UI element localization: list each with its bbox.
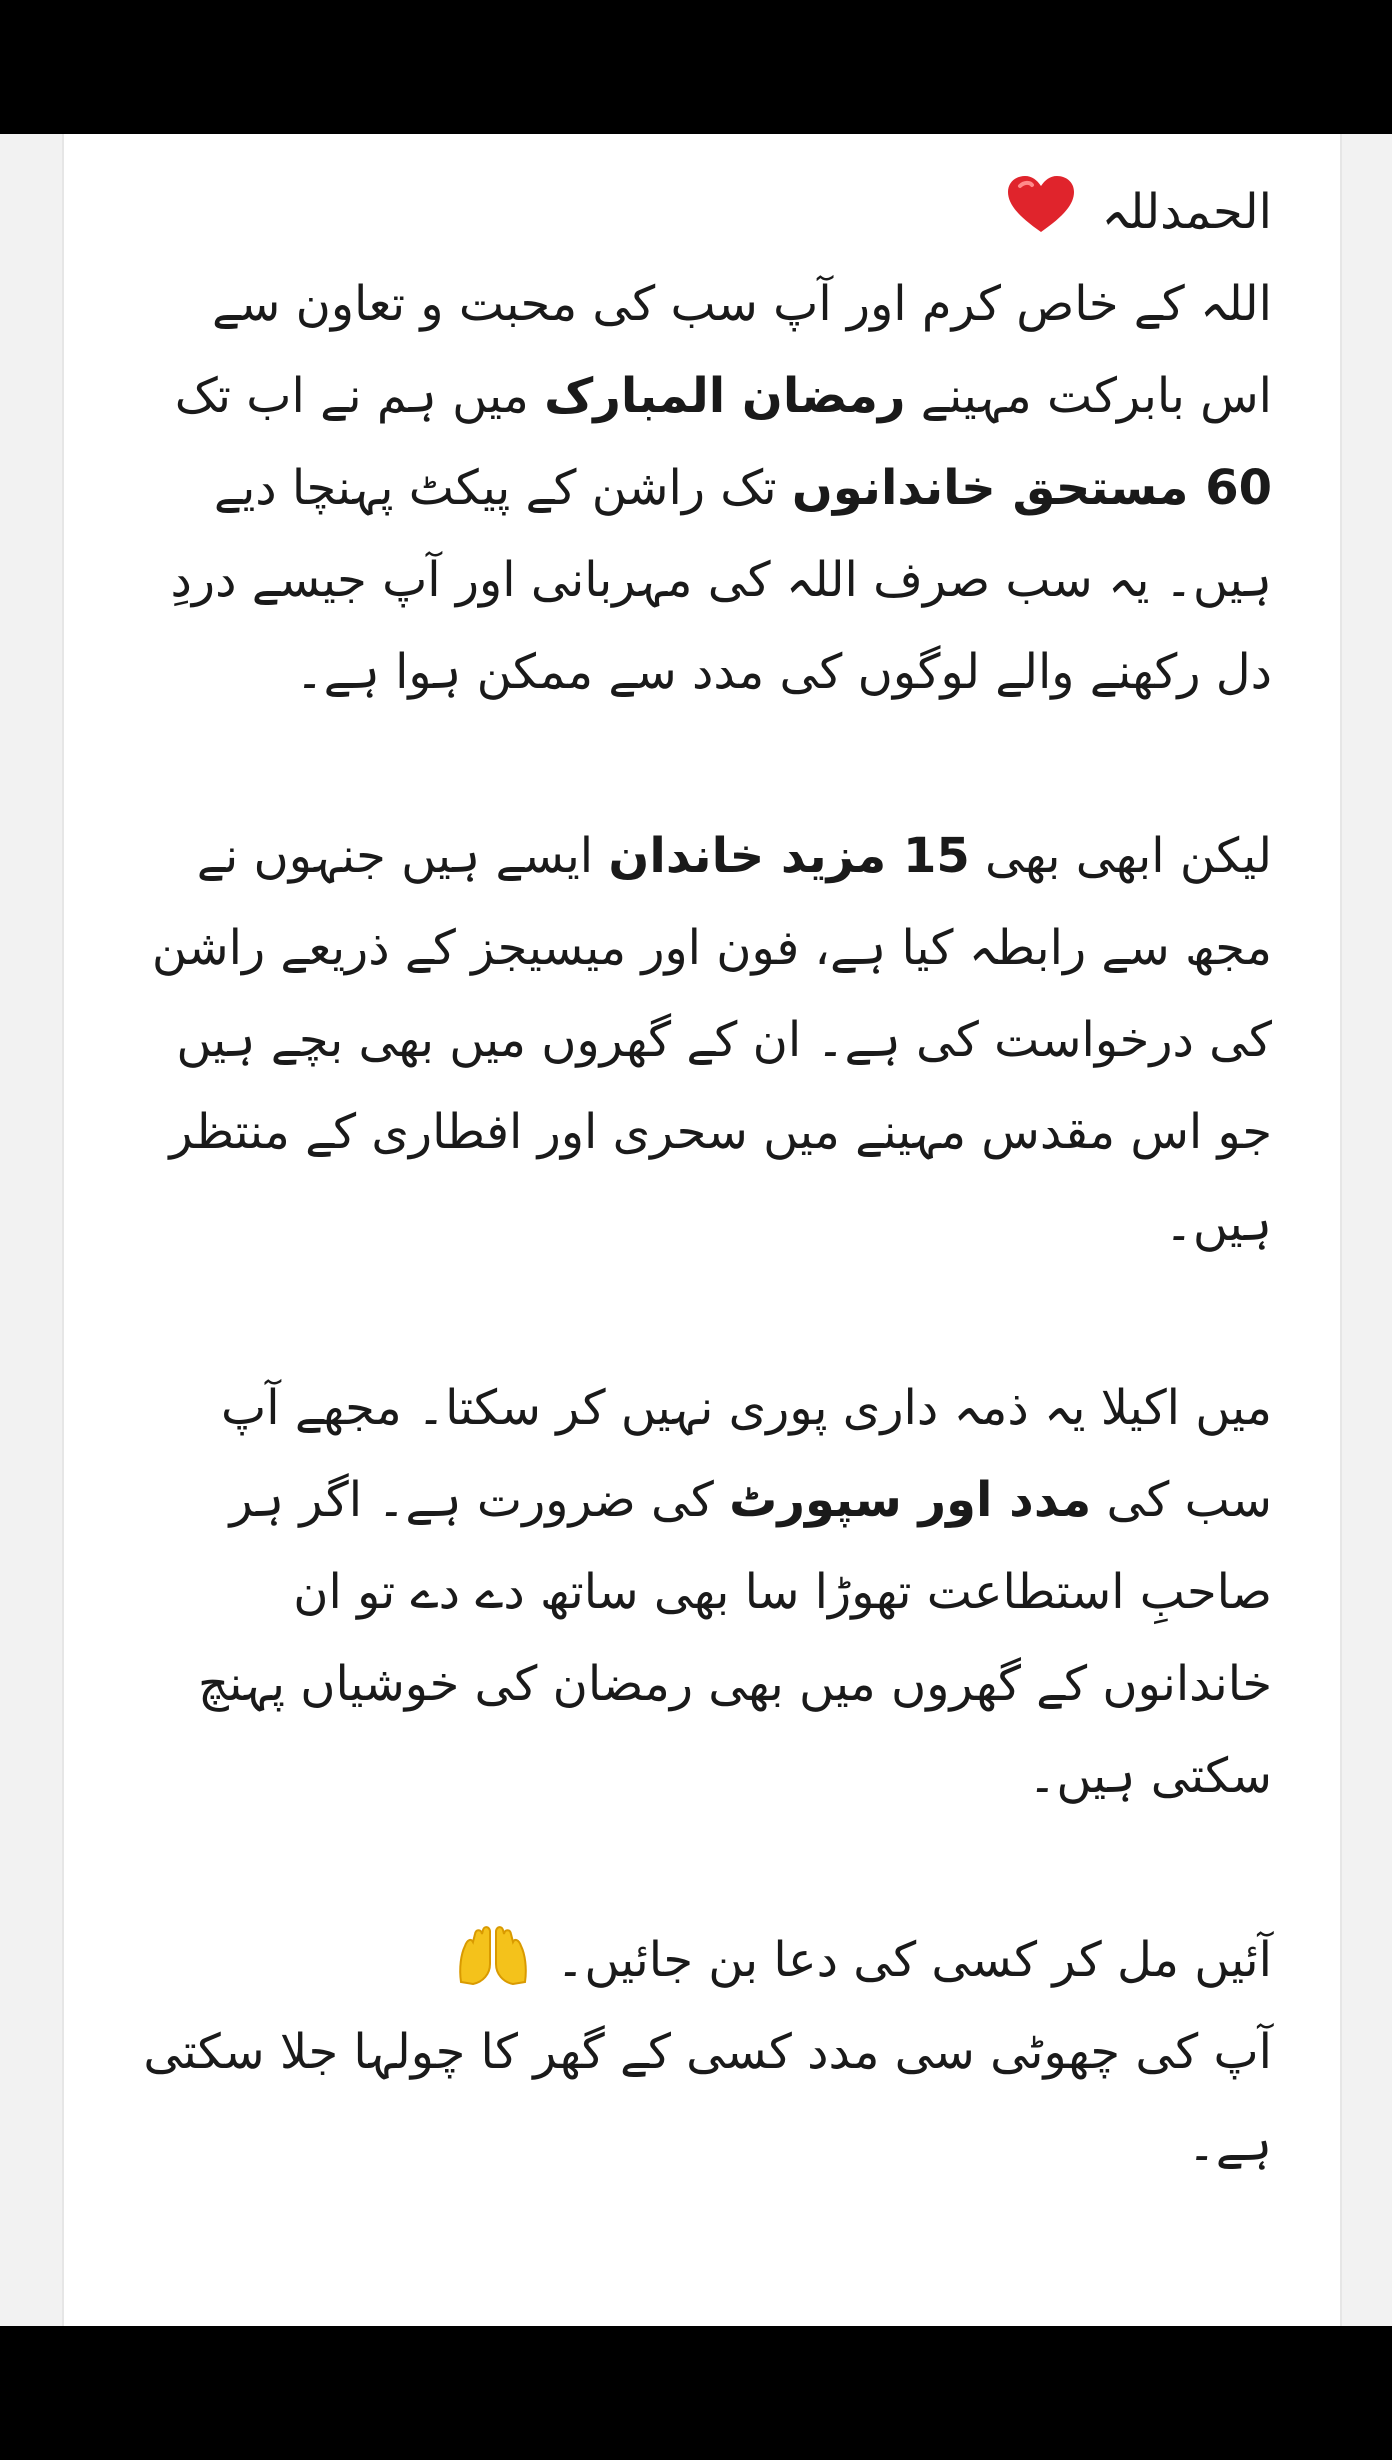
p4-text-2: آپ کی چھوٹی سی مدد کسی کے گھر کا چولہا جلا سکتی ہے۔ [143,2024,1272,2172]
p2-text-1: لیکن ابھی بھی [969,828,1272,884]
page-background [0,134,1392,2326]
paragraph-2 [136,810,1272,1270]
p2-text-2: ایسے ہیں جنہوں نے مجھ سے رابطہ کیا ہے، فون اور میسیجز کے ذریعے راشن کی درخواست کی ہے۔ ان کے گھروں میں بھی بچے ہیں جو اس مقدس مہینے میں سحری اور افطاری کے منتظر ہیں۔ [151,828,1272,1252]
paragraph-gap [136,1822,1272,1914]
post-card [62,134,1342,2326]
navigation-bar-area [0,2326,1392,2460]
p1-text-2: میں ہم نے اب تک [174,368,545,424]
paragraph-gap [136,1270,1272,1362]
post-heading-line [136,166,1272,258]
p1-text-3: تک راشن کے پیکٹ پہنچا دیے ہیں۔ یہ سب صرف اللہ کی مہربانی اور آپ جیسے دردِ دل رکھنے والے لوگوں کی مدد سے ممکن ہوا ہے۔ [170,460,1272,700]
p3-bold-1: مدد اور سپورٹ [729,1472,1092,1528]
p1-bold-2: 60 مستحق خاندانوں [791,460,1272,516]
paragraph-4-line-2 [136,2006,1272,2190]
paragraph-gap [136,718,1272,810]
raised-hands-icon [455,1924,531,1986]
p1-text-1: اللہ کے خاص کرم اور آپ سب کی محبت و تعاون سے اس بابرکت مہینے [211,276,1272,424]
p3-text-2: کی ضرورت ہے۔ اگر ہر صاحبِ استطاعت تھوڑا سا بھی ساتھ دے دے تو ان خاندانوں کے گھروں میں بھی رمضان کی خوشیاں پہنچ سکتی ہیں۔ [198,1472,1272,1804]
post-text [136,166,1272,2190]
p2-bold-1: 15 مزید خاندان [608,828,970,884]
p4-text-1: آئیں مل کر کسی کی دعا بن جائیں۔ [556,1932,1272,1988]
paragraph-1 [136,258,1272,718]
red-heart-icon [1006,174,1076,236]
p3-text-1: میں اکیلا یہ ذمہ داری پوری نہیں کر سکتا۔ مجھے آپ سب کی [221,1380,1272,1528]
paragraph-3 [136,1362,1272,1822]
paragraph-4-line-1 [136,1914,1272,2006]
p1-bold-1: رمضان المبارک [544,368,906,424]
post-heading: الحمدللہ [1101,184,1272,240]
status-bar-area [0,0,1392,134]
